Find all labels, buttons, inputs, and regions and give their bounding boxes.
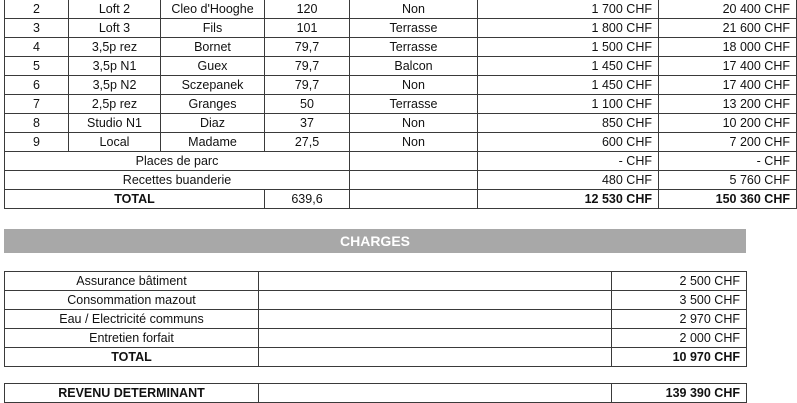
unit-number: 8 (5, 114, 69, 133)
surface: 120 (265, 0, 350, 19)
surface: 79,7 (265, 38, 350, 57)
charge-amount: 2 500 CHF (612, 272, 747, 291)
monthly-rent: 1 450 CHF (478, 57, 659, 76)
unit-type: Loft 2 (69, 0, 161, 19)
charge-label: Assurance bâtiment (5, 272, 259, 291)
table-row (5, 95, 797, 114)
annual-rent: 7 200 CHF (659, 133, 797, 152)
charges-total-row (5, 348, 747, 367)
extra-annual: 5 760 CHF (659, 171, 797, 190)
exterior: Balcon (350, 57, 478, 76)
unit-number: 5 (5, 57, 69, 76)
revenue-table (4, 383, 747, 403)
charge-row (5, 329, 747, 348)
tenant-name: Guex (161, 57, 265, 76)
tenant-name: Madame (161, 133, 265, 152)
extra-row (5, 171, 797, 190)
unit-type: 3,5p N2 (69, 76, 161, 95)
monthly-rent: 1 100 CHF (478, 95, 659, 114)
table-row (5, 0, 797, 19)
charges-total-label: TOTAL (5, 348, 259, 367)
charge-spacer (259, 272, 612, 291)
revenue-spacer (259, 384, 612, 403)
monthly-rent: 850 CHF (478, 114, 659, 133)
surface: 101 (265, 19, 350, 38)
revenue-amount: 139 390 CHF (612, 384, 747, 403)
charge-label: Eau / Electricité communs (5, 310, 259, 329)
charge-label: Entretien forfait (5, 329, 259, 348)
surface: 79,7 (265, 76, 350, 95)
total-row (5, 190, 797, 209)
unit-type: 3,5p rez (69, 38, 161, 57)
extra-monthly: 480 CHF (478, 171, 659, 190)
annual-rent: 13 200 CHF (659, 95, 797, 114)
total-annual: 150 360 CHF (659, 190, 797, 209)
charge-spacer (259, 310, 612, 329)
extra-spacer (350, 152, 478, 171)
table-row (5, 76, 797, 95)
tenant-name: Granges (161, 95, 265, 114)
charge-row (5, 310, 747, 329)
charge-amount: 3 500 CHF (612, 291, 747, 310)
extra-label: Places de parc (5, 152, 350, 171)
unit-number: 4 (5, 38, 69, 57)
annual-rent: 10 200 CHF (659, 114, 797, 133)
annual-rent: 17 400 CHF (659, 57, 797, 76)
revenue-row (5, 384, 747, 403)
extra-row (5, 152, 797, 171)
table-row (5, 38, 797, 57)
exterior: Non (350, 114, 478, 133)
monthly-rent: 1 450 CHF (478, 76, 659, 95)
charges-total-spacer (259, 348, 612, 367)
surface: 27,5 (265, 133, 350, 152)
annual-rent: 21 600 CHF (659, 19, 797, 38)
exterior: Terrasse (350, 95, 478, 114)
surface: 50 (265, 95, 350, 114)
charge-row (5, 291, 747, 310)
unit-number: 2 (5, 0, 69, 19)
unit-type: 2,5p rez (69, 95, 161, 114)
extra-monthly: - CHF (478, 152, 659, 171)
unit-number: 6 (5, 76, 69, 95)
total-surface: 639,6 (265, 190, 350, 209)
monthly-rent: 600 CHF (478, 133, 659, 152)
extra-spacer (350, 171, 478, 190)
extra-annual: - CHF (659, 152, 797, 171)
charge-amount: 2 000 CHF (612, 329, 747, 348)
exterior: Non (350, 76, 478, 95)
unit-type: Local (69, 133, 161, 152)
charge-spacer (259, 329, 612, 348)
table-row (5, 114, 797, 133)
monthly-rent: 1 800 CHF (478, 19, 659, 38)
table-row (5, 133, 797, 152)
charges-table (4, 271, 747, 367)
monthly-rent: 1 500 CHF (478, 38, 659, 57)
rent-table (4, 0, 797, 209)
total-spacer (350, 190, 478, 209)
unit-type: 3,5p N1 (69, 57, 161, 76)
unit-type: Loft 3 (69, 19, 161, 38)
exterior: Non (350, 0, 478, 19)
exterior: Terrasse (350, 38, 478, 57)
exterior: Terrasse (350, 19, 478, 38)
exterior: Non (350, 133, 478, 152)
revenue-label: REVENU DETERMINANT (5, 384, 259, 403)
tenant-name: Sczepanek (161, 76, 265, 95)
annual-rent: 20 400 CHF (659, 0, 797, 19)
annual-rent: 17 400 CHF (659, 76, 797, 95)
tenant-name: Fils (161, 19, 265, 38)
unit-number: 7 (5, 95, 69, 114)
charge-amount: 2 970 CHF (612, 310, 747, 329)
annual-rent: 18 000 CHF (659, 38, 797, 57)
surface: 79,7 (265, 57, 350, 76)
charges-section-header: CHARGES (4, 229, 746, 253)
total-label: TOTAL (5, 190, 265, 209)
charge-spacer (259, 291, 612, 310)
charge-label: Consommation mazout (5, 291, 259, 310)
surface: 37 (265, 114, 350, 133)
tenant-name: Bornet (161, 38, 265, 57)
tenant-name: Cleo d'Hooghe (161, 0, 265, 19)
table-row (5, 57, 797, 76)
unit-type: Studio N1 (69, 114, 161, 133)
charges-total-amount: 10 970 CHF (612, 348, 747, 367)
charge-row (5, 272, 747, 291)
unit-number: 3 (5, 19, 69, 38)
monthly-rent: 1 700 CHF (478, 0, 659, 19)
extra-label: Recettes buanderie (5, 171, 350, 190)
total-monthly: 12 530 CHF (478, 190, 659, 209)
tenant-name: Diaz (161, 114, 265, 133)
table-row (5, 19, 797, 38)
unit-number: 9 (5, 133, 69, 152)
